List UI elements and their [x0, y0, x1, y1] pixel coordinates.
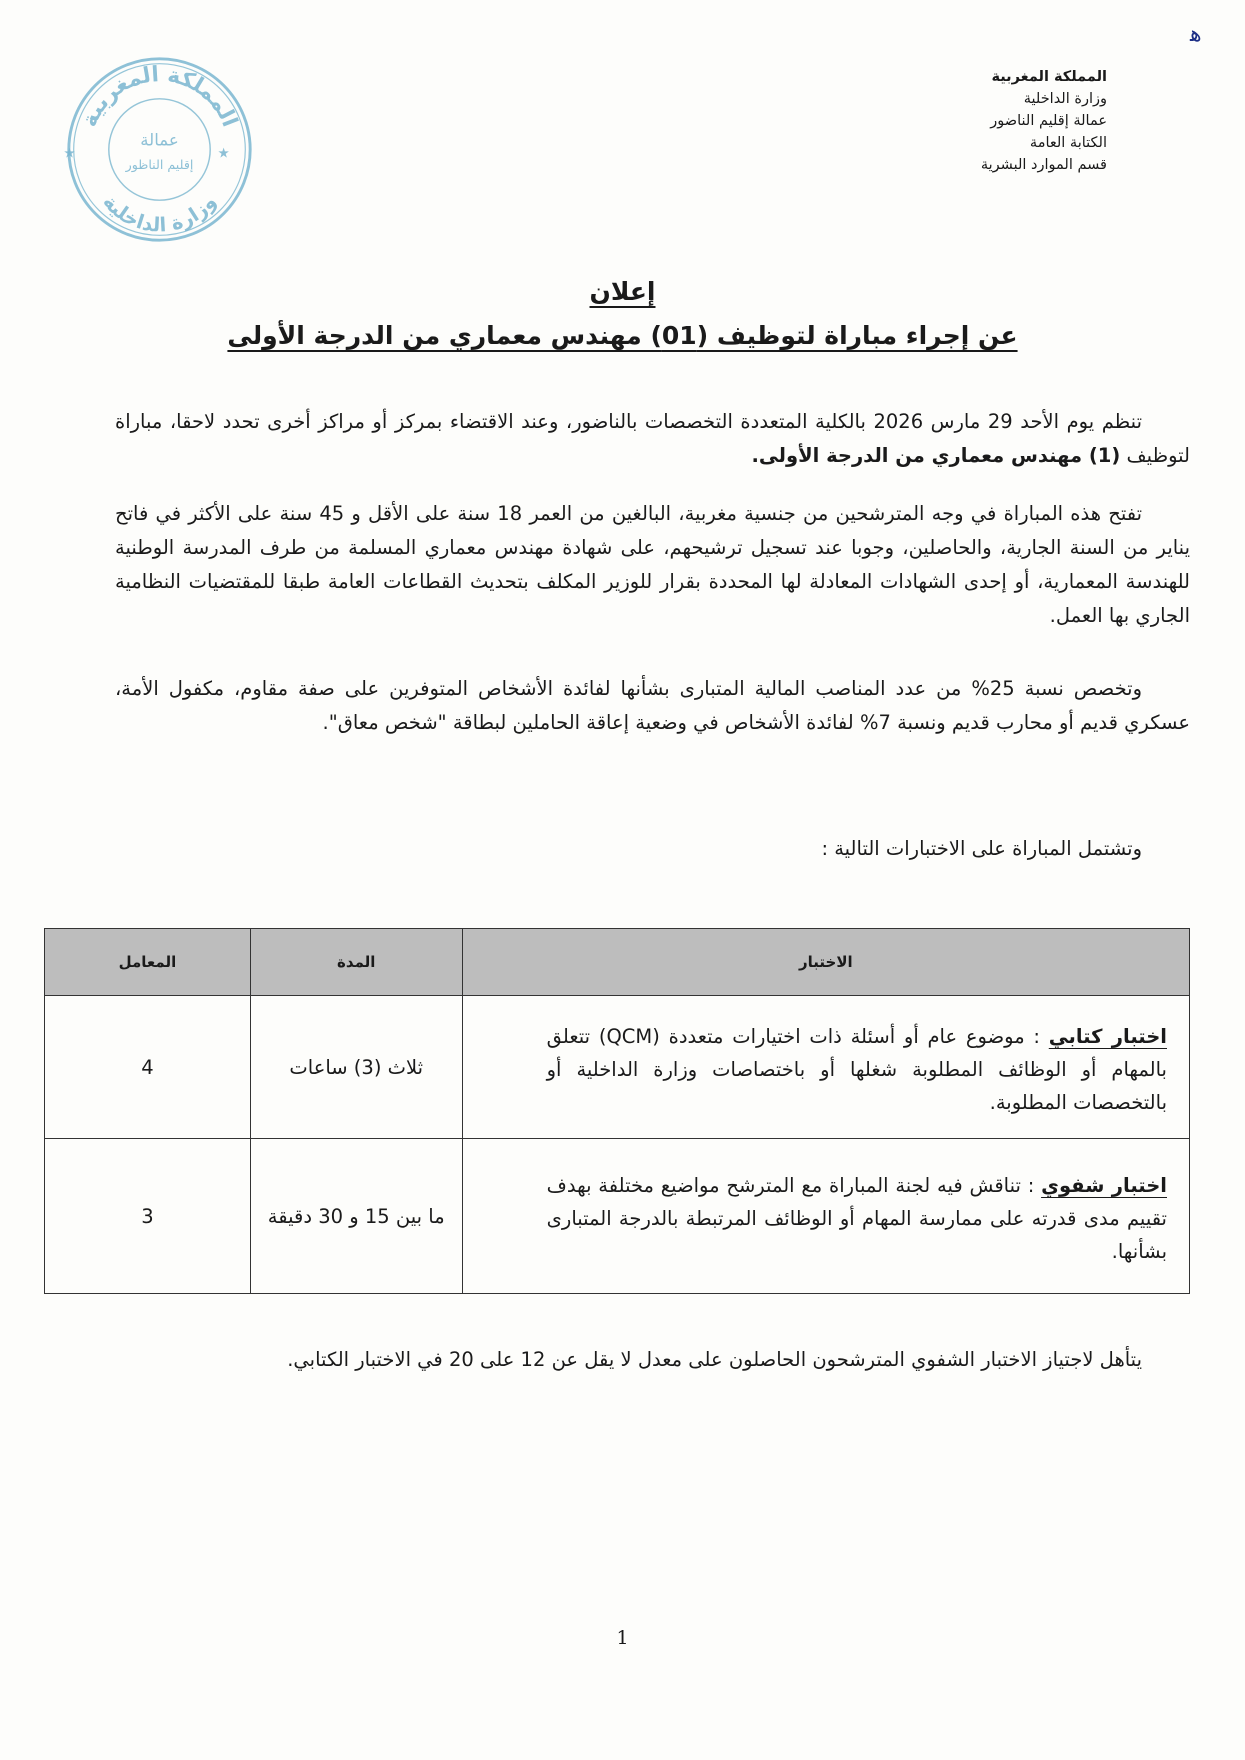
exam-title-oral: اختبار شفوي [1041, 1173, 1167, 1197]
exam-coefficient-written: 4 [45, 996, 251, 1139]
exam-duration-written: ثلاث (3) ساعات [250, 996, 462, 1139]
letterhead-line-kingdom: المملكة المغربية [991, 69, 1107, 85]
paragraph-date-location-text: تنظم يوم الأحد 29 مارس 2026 بالكلية المتعددة التخصصات بالناضور، وعند الاقتضاء بمركز أو مراكز أخرى تحدد لاحقا، مباراة لتوظيف [115, 410, 1190, 467]
exam-text-written: : موضوع عام أو أسئلة ذات اختيارات متعددة (QCM) تتعلق بالمهام أو الوظائف المطلوبة شغلها أو باختصاصات وزارة الداخلية أو بالتخصصات المطلوبة. [546, 1024, 1167, 1114]
paragraph-oral-eligibility: يتأهل لاجتياز الاختبار الشفوي المترشحون الحاصلون على معدل لا يقل عن 12 على 20 في الاختبار الكتابي. [287, 1348, 1142, 1371]
exam-text-oral: : تناقش فيه لجنة المباراة مع المترشح مواضيع مختلفة بهدف تقييم مدى قدرته على ممارسة المهام أو الوظائف المرتبطة بالدرجة المتبارى بشأنها. [546, 1173, 1167, 1263]
table-row [45, 1139, 1190, 1294]
announcement-title [0, 270, 1245, 358]
letterhead-line-ministry: وزارة الداخلية [1023, 91, 1107, 107]
letterhead-line-prefecture: عمالة إقليم الناضور [990, 113, 1107, 129]
letterhead-line-hr: قسم الموارد البشرية [980, 157, 1107, 173]
paragraph-date-location [115, 405, 1190, 473]
stamp-star-right-icon: ★ [217, 145, 230, 162]
exam-description-oral [462, 1139, 1189, 1294]
title-line1: إعلان [589, 277, 656, 306]
table-row [45, 996, 1190, 1139]
header-exam: الاختبار [462, 929, 1189, 996]
paragraph-quota: وتخصص نسبة 25% من عدد المناصب المالية المتبارى بشأنها لفائدة الأشخاص المتوفرين على صفة مقاوم، مكفول الأمة، عسكري قديم أو محارب قديم ونسبة 7% لفائدة الأشخاص في وضعية إعاقة الحاملين لبطاقة "شخص معاق". [115, 677, 1190, 734]
stamp-inner-line1: عمالة [140, 130, 179, 150]
title-line2: عن إجراء مباراة لتوظيف (01) مهندس معماري من الدرجة الأولى [227, 321, 1018, 350]
svg-text:المملكة المغربية [77, 62, 242, 130]
page-number: 1 [616, 1627, 629, 1649]
exam-description-written [462, 996, 1189, 1139]
stamp-bottom-text: وزارة الداخلية [98, 190, 221, 237]
exams-table [44, 928, 1190, 1294]
paragraph-date-location-bold: (1) مهندس معماري من الدرجة الأولى. [751, 444, 1121, 467]
letterhead [847, 66, 1107, 176]
stamp-top-text: المملكة المغربية [76, 62, 243, 131]
header-coefficient: المعامل [45, 929, 251, 996]
stamp-inner-line2: إقليم الناظور [125, 157, 194, 172]
stamp-star-left-icon: ★ [63, 145, 76, 162]
exam-coefficient-oral: 3 [45, 1139, 251, 1294]
paragraph-exams-intro: وتشتمل المباراة على الاختبارات التالية : [821, 837, 1142, 860]
exams-table-header-row [45, 929, 1190, 996]
exam-duration-oral: ما بين 15 و 30 دقيقة [250, 1139, 462, 1294]
header-duration: المدة [250, 929, 462, 996]
paragraph-eligibility: تفتح هذه المباراة في وجه المترشحين من جنسية مغربية، البالغين من العمر 18 سنة على الأقل و 45 سنة على الأكثر في فاتح يناير من السنة الجارية، والحاصلين، وجوبا عند تسجيل ترشيحهم، على شهادة مهندس معماري المسلمة من طرف المدرسة الوطنية للهندسة المعمارية، أو إحدى الشهادات المعادلة لها المحددة بقرار للوزير المكلف بتحديث القطاعات العامة طبقا للمقتضيات النظامية الجاري بها العمل. [115, 502, 1190, 627]
official-stamp [62, 52, 257, 247]
letterhead-line-secretariat: الكتابة العامة [1029, 135, 1107, 151]
handwritten-mark: ﻫ [1190, 22, 1202, 47]
exam-title-written: اختبار كتابي [1048, 1024, 1167, 1048]
